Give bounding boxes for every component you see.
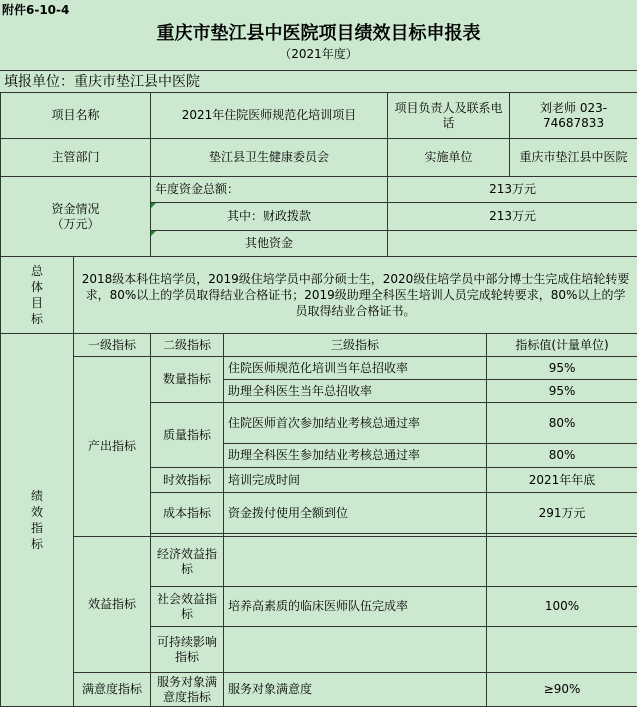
contact-value: 刘老师 023-74687833: [510, 93, 637, 139]
k2-label: 助理全科医生参加结业考核总通过率: [224, 444, 487, 468]
k1-value: 80%: [487, 403, 637, 444]
s1-label: 培养高素质的临床医师队伍完成率: [224, 587, 487, 627]
annual-funds-value: 213万元: [388, 177, 637, 203]
performance-table: [0, 92, 637, 707]
contact-label: 项目负责人及联系电话: [388, 93, 510, 139]
other-funds-label: 其他资金: [151, 231, 388, 257]
q2-value: 95%: [487, 380, 637, 403]
t1-value: 2021年年底: [487, 468, 637, 493]
sa1-label: 服务对象满意度: [224, 673, 487, 707]
econ-label: 经济效益指标: [151, 537, 224, 587]
h-level1: 一级指标: [74, 334, 151, 357]
impl-value: 重庆市垫江县中医院: [510, 139, 637, 177]
social-label: 社会效益指标: [151, 587, 224, 627]
q1-label: 住院医师规范化培训当年总招收率: [224, 357, 487, 380]
impl-label: 实施单位: [388, 139, 510, 177]
satis2-label: 服务对象满意度指标: [151, 673, 224, 707]
perf-label: 绩效指标: [1, 334, 74, 707]
quantity-label: 数量指标: [151, 357, 224, 403]
annual-funds-label: 年度资金总额：: [151, 177, 388, 203]
dept-label: 主管部门: [1, 139, 151, 177]
year-label: （2021年度）: [0, 47, 637, 61]
fiscal-funds-label: 其中：财政拨款: [151, 203, 388, 231]
h-level3: 三级指标: [224, 334, 487, 357]
c1-label: 资金拨付使用全额到位: [224, 493, 487, 534]
page-title: 重庆市垫江县中医院项目绩效目标申报表: [0, 20, 637, 48]
c1-value: 291万元: [487, 493, 637, 534]
h-value: 指标值(计量单位): [487, 334, 637, 357]
t1-label: 培训完成时间: [224, 468, 487, 493]
other-funds-value: [388, 231, 637, 257]
k1-label: 住院医师首次参加结业考核总通过率: [224, 403, 487, 444]
dept-value: 垫江县卫生健康委员会: [151, 139, 388, 177]
reporting-unit: 填报单位：重庆市垫江县中医院: [0, 70, 637, 92]
goal-label: 总体目标: [1, 257, 74, 334]
goal-text: 2018级本科住培学员，2019级住培学员中部分硕士生，2020级住培学员中部分博士生完成住培轮转要求，80%以上的学员取得结业合格证书；2019级助理全科医生培训人员完成轮转要求，80%以上的学员取得结业合格证书。: [74, 257, 637, 334]
quality-label: 质量指标: [151, 403, 224, 468]
benefit-label: 效益指标: [74, 537, 151, 673]
satis-label: 满意度指标: [74, 673, 151, 707]
sa1-value: ≥90%: [487, 673, 637, 707]
funds-label: 资金情况 （万元）: [1, 177, 151, 257]
k2-value: 80%: [487, 444, 637, 468]
attachment-label: 附件6-10-4: [0, 0, 69, 20]
time-label: 时效指标: [151, 468, 224, 493]
project-name-label: 项目名称: [1, 93, 151, 139]
h-level2: 二级指标: [151, 334, 224, 357]
cost-label: 成本指标: [151, 493, 224, 534]
project-name-value: 2021年住院医师规范化培训项目: [151, 93, 388, 139]
q2-label: 助理全科医生当年总招收率: [224, 380, 487, 403]
fiscal-funds-value: 213万元: [388, 203, 637, 231]
q1-value: 95%: [487, 357, 637, 380]
output-label: 产出指标: [74, 357, 151, 537]
s1-value: 100%: [487, 587, 637, 627]
sustain-label: 可持续影响指标: [151, 627, 224, 673]
